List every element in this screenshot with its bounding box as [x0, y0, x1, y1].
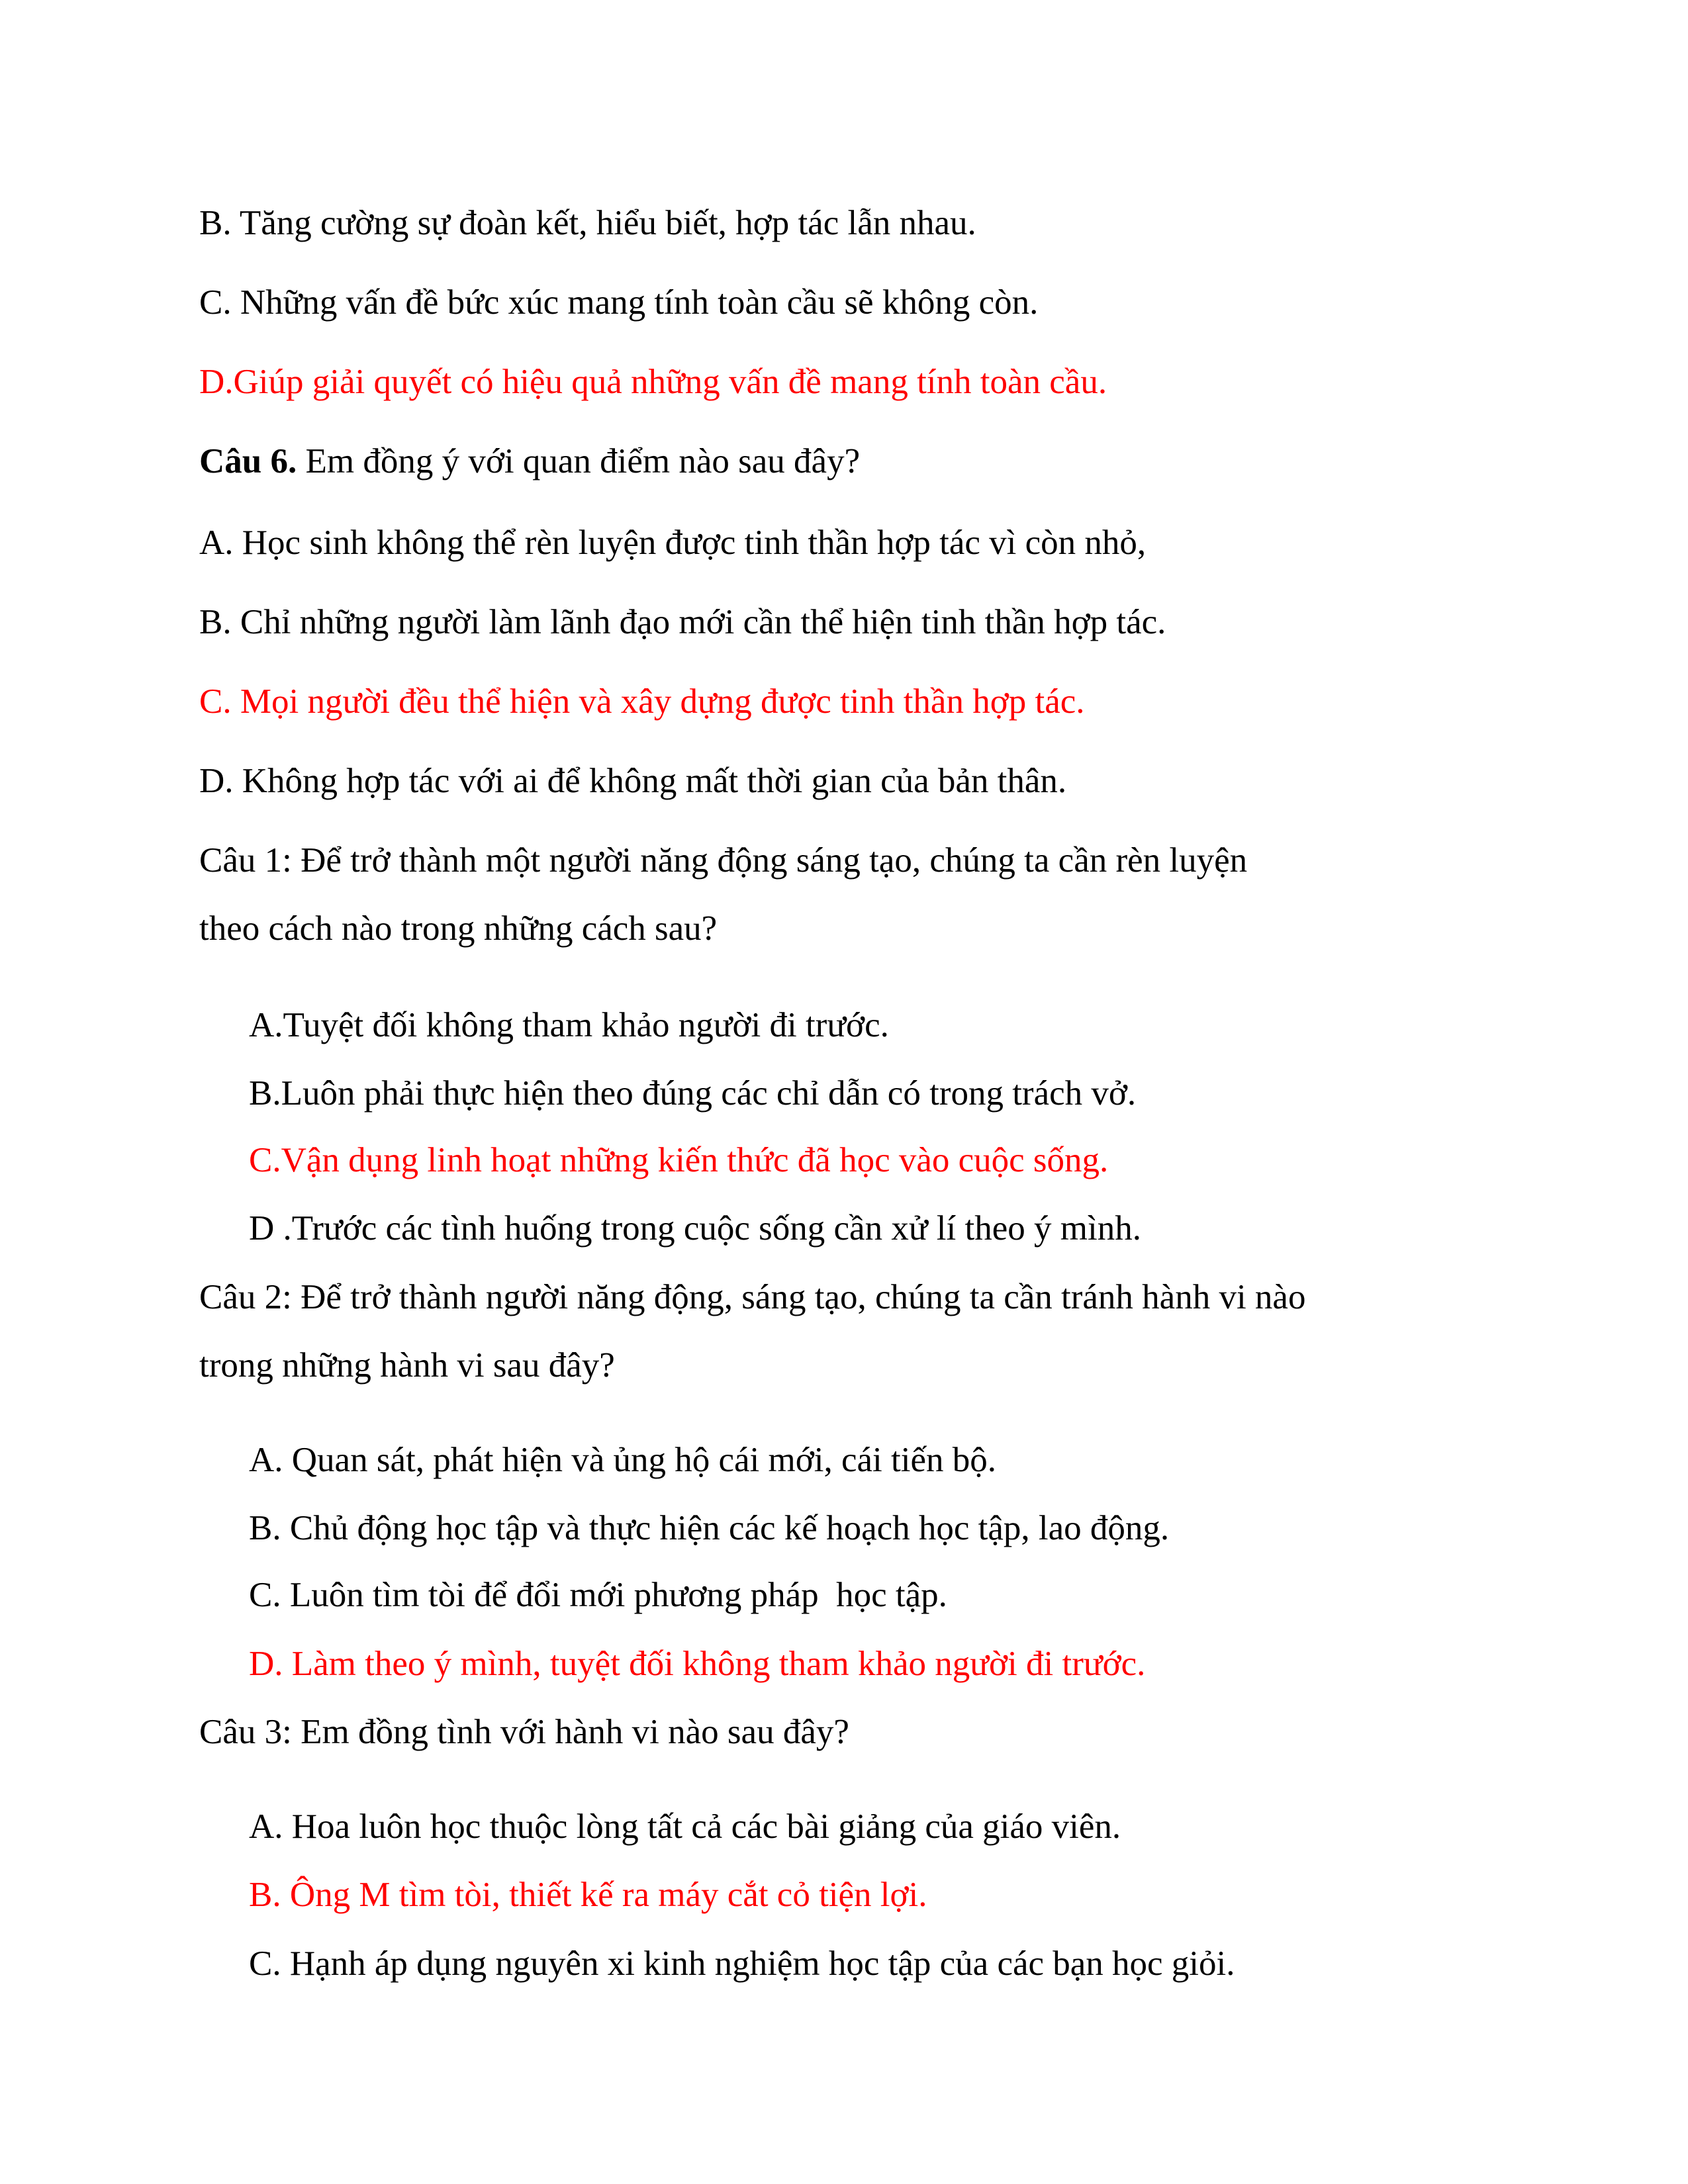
q2-option-d-answer: D. Làm theo ý mình, tuyệt đối không tham khảo người đi trước.: [249, 1645, 1146, 1683]
q3-option-c: C. Hạnh áp dụng nguyên xi kinh nghiệm học tập của các bạn học giỏi.: [249, 1944, 1235, 1983]
q6-question: [199, 441, 860, 481]
q2-option-c: C. Luôn tìm tòi để đổi mới phương pháp học tập.: [249, 1576, 947, 1614]
q1-question-line2: theo cách nào trong những cách sau?: [199, 909, 718, 948]
q1-question-line1: Câu 1: Để trở thành một người năng động sáng tạo, chúng ta cần rèn luyện: [199, 841, 1248, 880]
q6-option-a: A. Học sinh không thể rèn luyện được tinh thần hợp tác vì còn nhỏ,: [199, 523, 1147, 562]
q2-question-line1: Câu 2: Để trở thành người năng động, sáng tạo, chúng ta cần tránh hành vi nào: [199, 1278, 1306, 1316]
q5-option-c: C. Những vấn đề bức xúc mang tính toàn cầu sẽ không còn.: [199, 283, 1039, 322]
q6-option-b: B. Chỉ những người làm lãnh đạo mới cần thể hiện tinh thần hợp tác.: [199, 603, 1166, 641]
q6-option-c-answer: C. Mọi người đều thể hiện và xây dựng được tinh thần hợp tác.: [199, 682, 1085, 721]
q1-option-b: B.Luôn phải thực hiện theo đúng các chỉ dẫn có trong trách vở.: [249, 1074, 1137, 1113]
q2-option-b: B. Chủ động học tập và thực hiện các kế hoạch học tập, lao động.: [249, 1509, 1170, 1547]
q1-option-a: A.Tuyệt đối không tham khảo người đi trước.: [249, 1006, 889, 1044]
q5-option-d-answer: D.Giúp giải quyết có hiệu quả những vấn đề mang tính toàn cầu.: [199, 363, 1107, 401]
q6-option-d: D. Không hợp tác với ai để không mất thời gian của bản thân.: [199, 762, 1067, 800]
q2-question-line2: trong những hành vi sau đây?: [199, 1346, 615, 1385]
q5-option-b: B. Tăng cường sự đoàn kết, hiểu biết, hợp tác lẫn nhau.: [199, 204, 976, 242]
q6-text: Em đồng ý với quan điểm nào sau đây?: [297, 442, 861, 480]
q3-option-a: A. Hoa luôn học thuộc lòng tất cả các bài giảng của giáo viên.: [249, 1807, 1121, 1846]
q2-option-a: A. Quan sát, phát hiện và ủng hộ cái mới, cái tiến bộ.: [249, 1441, 996, 1479]
q1-option-c-answer: C.Vận dụng linh hoạt những kiến thức đã học vào cuộc sống.: [249, 1141, 1109, 1179]
q3-option-b-answer: B. Ông M tìm tòi, thiết kế ra máy cắt cỏ tiện lợi.: [249, 1876, 927, 1914]
q6-label: Câu 6.: [199, 442, 297, 480]
q3-question: Câu 3: Em đồng tình với hành vi nào sau đây?: [199, 1713, 849, 1751]
q1-option-d: D .Trước các tình huống trong cuộc sống cần xử lí theo ý mình.: [249, 1209, 1141, 1248]
